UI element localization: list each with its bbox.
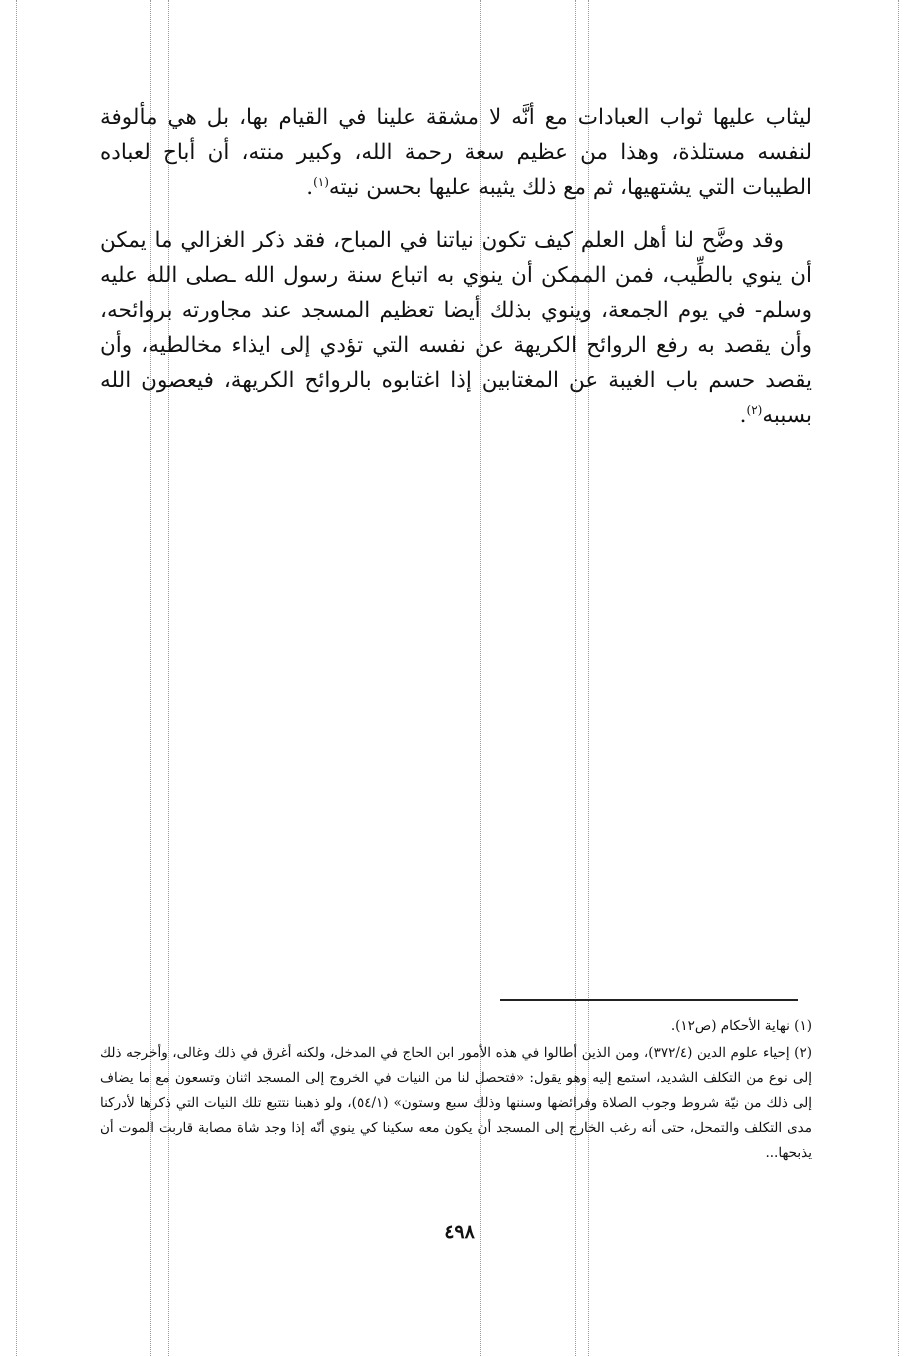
scan-guide-line [898,0,899,1356]
footnote: (٢) إحياء علوم الدين (٣٧٢/٤)، ومن الذين أطالوا في هذه الأمور ابن الحاج في المدخل، ولكنه أغرق في ذلك وغالى، وأخرجه ذلك إلى نوع من التكلف الشديد، استمع إليه وهو يقول: «فتحصل لنا من النيات في الخروج إلى المسجد اثنان وتسعون مع ما يضاف إلى ذلك من نيّة شروط وجوب الصلاة وفرائضها وسننها وذلك سبع وستون» (٥٤/١)، ولو ذهبنا نتتبع تلك النيات التي ذكرها لأدركنا مدى التكلف والتمحل، حتى أنه رغب الخارج إلى المسجد أن يكون معه سكينا كي ينوي أنّه إذا وجد شاة مصابة قاربت الموت أن يذبحها... [100,1045,812,1161]
paragraph [100,223,812,433]
footnote-ref: (١) [313,174,329,189]
paragraph-end: . [739,403,747,428]
footnote: (١) نهاية الأحكام (ص١٢). [670,1018,812,1034]
paragraph-text: ليثاب عليها ثواب العبادات مع أنَّه لا مشقة علينا في القيام بها، بل هي مألوفة لنفسه مستلذة، وهذا من عظيم سعة رحمة الله، وكبير منته، أن أباح لعباده الطيبات التي يشتهيها، ثم مع ذلك يثيبه عليها بحسن نيته [100,105,812,200]
footnote-separator [500,999,798,1001]
footnote-ref: (٢) [746,402,763,417]
paragraph-end: . [306,175,314,200]
scan-guide-line [16,0,17,1356]
page-number: ٤٩٨ [444,1221,475,1243]
paragraph-text: وقد وضَّح لنا أهل العلم كيف تكون نياتنا في المباح، فقد ذكر الغزالي ما يمكن أن ينوي بالطِّيب، فمن الممكن أن ينوي به اتباع سنة رسول الله ـصلى الله عليه وسلم- في يوم الجمعة، وينوي بذلك أيضا تعظيم المسجد عند مجاورته بروائحه، وأن يقصد به رفع الروائح الكريهة عن نفسه التي تؤدي إلى ايذاء مخالطيه، وأن يقصد حسم باب الغيبة عن المغتابين إذا اغتابوه بالروائح الكريهة، فيعصون الله بسببه [100,228,812,428]
main-text [100,100,812,433]
paragraph [100,100,812,205]
footnotes [100,1014,812,1166]
